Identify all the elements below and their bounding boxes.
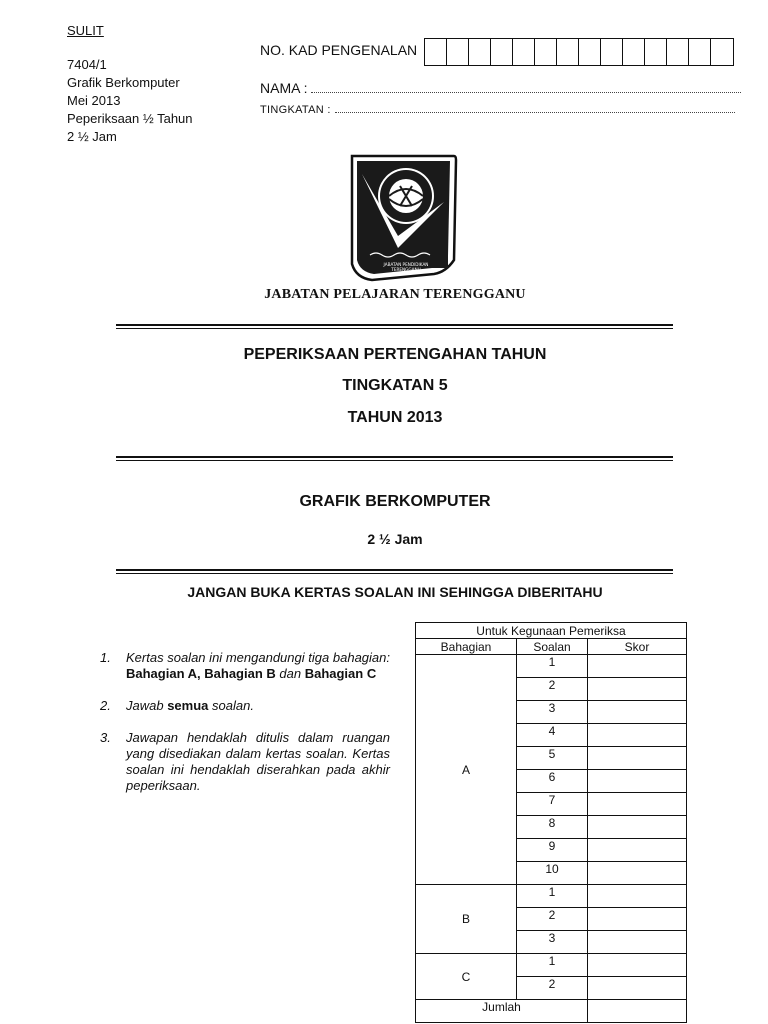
name-label: NAMA : bbox=[260, 80, 308, 96]
ic-digit-box[interactable] bbox=[623, 39, 645, 65]
instruction-text: Jawab semua soalan. bbox=[126, 698, 254, 713]
classification-label: SULIT bbox=[67, 23, 104, 38]
score-cell[interactable] bbox=[588, 908, 687, 931]
paper-duration: 2 ½ Jam bbox=[67, 129, 117, 144]
score-cell[interactable] bbox=[588, 954, 687, 977]
score-cell[interactable] bbox=[588, 678, 687, 701]
question-cell: 4 bbox=[517, 724, 588, 747]
table-row bbox=[416, 655, 687, 678]
score-cell[interactable] bbox=[588, 724, 687, 747]
exam-title-line2: TINGKATAN 5 bbox=[342, 377, 448, 394]
instruction-item bbox=[100, 698, 390, 714]
form-field[interactable] bbox=[260, 104, 735, 116]
score-cell[interactable] bbox=[588, 701, 687, 724]
score-cell[interactable] bbox=[588, 839, 687, 862]
question-cell: 3 bbox=[517, 931, 588, 954]
question-cell: 3 bbox=[517, 701, 588, 724]
question-cell: 10 bbox=[517, 862, 588, 885]
examiner-marks-table bbox=[415, 622, 687, 1023]
table-row bbox=[416, 885, 687, 908]
divider-2 bbox=[116, 456, 673, 461]
score-cell[interactable] bbox=[588, 770, 687, 793]
ic-digit-box[interactable] bbox=[711, 39, 733, 65]
paper-exam: Peperiksaan ½ Tahun bbox=[67, 111, 193, 126]
department-name: JABATAN PELAJARAN TERENGGANU bbox=[264, 287, 526, 302]
paper-duration-title: 2 ½ Jam bbox=[367, 531, 423, 547]
exam-title-line1: PEPERIKSAAN PERTENGAHAN TAHUN bbox=[243, 346, 547, 363]
jabatan-logo bbox=[346, 152, 460, 284]
score-cell[interactable] bbox=[588, 747, 687, 770]
svg-text:JABATAN PENDIDIKAN: JABATAN PENDIDIKAN bbox=[383, 262, 429, 267]
score-cell[interactable] bbox=[588, 977, 687, 1000]
question-cell: 6 bbox=[517, 770, 588, 793]
instruction-number: 2. bbox=[100, 698, 111, 713]
paper-date: Mei 2013 bbox=[67, 93, 121, 108]
score-cell[interactable] bbox=[588, 931, 687, 954]
warning-text: JANGAN BUKA KERTAS SOALAN INI SEHINGGA DIBERITAHU bbox=[187, 584, 603, 600]
paper-code: 7404/1 bbox=[67, 57, 107, 72]
ic-digit-box[interactable] bbox=[557, 39, 579, 65]
section-cell: A bbox=[416, 655, 517, 885]
divider-1 bbox=[116, 324, 673, 329]
exam-title-line3: TAHUN 2013 bbox=[347, 409, 443, 426]
ic-digit-box[interactable] bbox=[645, 39, 667, 65]
paper-subject-title: GRAFIK BERKOMPUTER bbox=[299, 493, 491, 510]
question-cell: 7 bbox=[517, 793, 588, 816]
table-row bbox=[416, 954, 687, 977]
ic-digit-box[interactable] bbox=[535, 39, 557, 65]
score-cell[interactable] bbox=[588, 655, 687, 678]
instruction-item bbox=[100, 730, 390, 794]
question-cell: 1 bbox=[517, 954, 588, 977]
section-cell: B bbox=[416, 885, 517, 954]
column-header-section: Bahagian bbox=[416, 639, 517, 655]
score-cell[interactable] bbox=[588, 793, 687, 816]
section-cell: C bbox=[416, 954, 517, 1000]
name-dotted-line bbox=[311, 82, 741, 93]
form-label: TINGKATAN : bbox=[260, 104, 331, 116]
jabatan-pendidikan-crest-icon bbox=[346, 152, 460, 284]
score-cell[interactable] bbox=[588, 862, 687, 885]
ic-digit-box[interactable] bbox=[689, 39, 711, 65]
instruction-number: 3. bbox=[100, 730, 111, 745]
paper-subject: Grafik Berkomputer bbox=[67, 75, 180, 90]
instruction-number: 1. bbox=[100, 650, 111, 665]
ic-digit-box[interactable] bbox=[425, 39, 447, 65]
question-cell: 8 bbox=[517, 816, 588, 839]
instruction-text: Kertas soalan ini mengandungi tiga bahagian: Bahagian A, Bahagian B dan Bahagian C bbox=[126, 650, 390, 681]
ic-digit-box[interactable] bbox=[667, 39, 689, 65]
ic-digit-box[interactable] bbox=[601, 39, 623, 65]
total-score-cell[interactable] bbox=[588, 1000, 687, 1023]
ic-digit-box[interactable] bbox=[513, 39, 535, 65]
instruction-item bbox=[100, 650, 390, 682]
column-header-question: Soalan bbox=[517, 639, 588, 655]
ic-digit-box[interactable] bbox=[491, 39, 513, 65]
ic-digit-box[interactable] bbox=[469, 39, 491, 65]
question-cell: 1 bbox=[517, 655, 588, 678]
score-cell[interactable] bbox=[588, 816, 687, 839]
ic-label: NO. KAD PENGENALAN bbox=[260, 42, 418, 58]
question-cell: 9 bbox=[517, 839, 588, 862]
instruction-text: Jawapan hendaklah ditulis dalam ruangan yang disediakan dalam kertas soalan. Kertas soalan ini hendaklah diserahkan pada akhir peperiksaan. bbox=[126, 730, 390, 793]
divider-3 bbox=[116, 569, 673, 574]
question-cell: 1 bbox=[517, 885, 588, 908]
ic-digit-box[interactable] bbox=[579, 39, 601, 65]
score-cell[interactable] bbox=[588, 885, 687, 908]
ic-number-boxes[interactable] bbox=[424, 38, 734, 66]
total-row bbox=[416, 1000, 687, 1023]
marks-table-caption: Untuk Kegunaan Pemeriksa bbox=[416, 623, 687, 639]
ic-digit-box[interactable] bbox=[447, 39, 469, 65]
question-cell: 2 bbox=[517, 678, 588, 701]
total-label: Jumlah bbox=[416, 1000, 588, 1023]
question-cell: 2 bbox=[517, 908, 588, 931]
form-dotted-line bbox=[335, 104, 735, 113]
question-cell: 2 bbox=[517, 977, 588, 1000]
column-header-score: Skor bbox=[588, 639, 687, 655]
question-cell: 5 bbox=[517, 747, 588, 770]
svg-text:TERENGGANU: TERENGGANU bbox=[391, 267, 421, 272]
paper-meta bbox=[67, 22, 193, 146]
instructions-list bbox=[100, 650, 390, 810]
name-field[interactable] bbox=[260, 80, 741, 96]
